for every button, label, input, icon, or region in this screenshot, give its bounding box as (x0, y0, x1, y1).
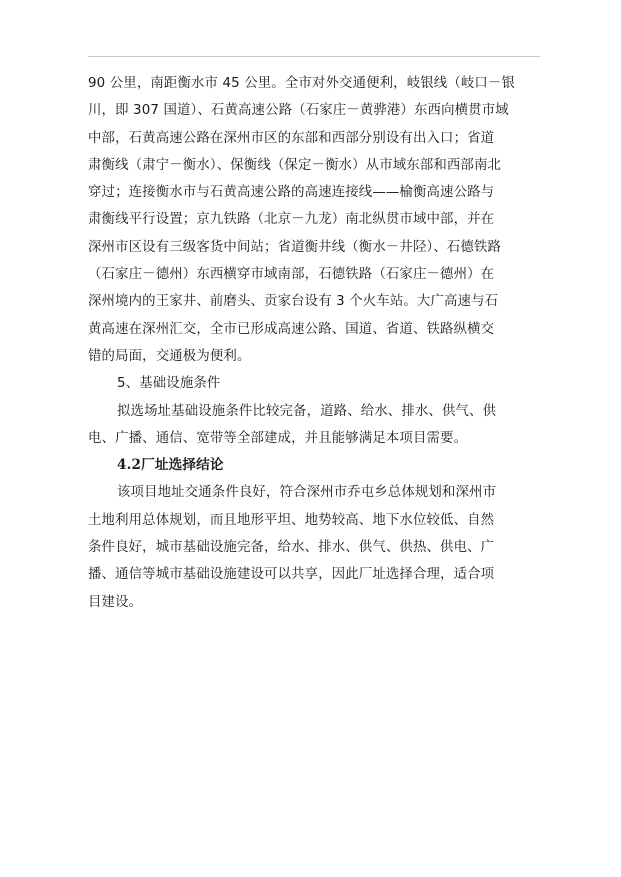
text-line: 目建设。 (88, 594, 143, 610)
paragraph-infrastructure (88, 398, 540, 453)
text-line: 川，即 307 国道）、石黄高速公路（石家庄－黄骅港）东西向横贯市域 (88, 103, 509, 119)
header-rule (88, 56, 540, 57)
text-line: 90 公里，南距衡水市 45 公里。全市对外交通便利，岐银线（岐口－银 (88, 76, 516, 91)
text-line: 条件良好，城市基础设施完备，给水、排水、供气、供热、供电、广 (88, 540, 495, 556)
paragraph-transport (88, 70, 540, 370)
text-line: 深州境内的王家井、前磨头、贡家台设有 3 个火车站。大广高速与石 (88, 294, 499, 310)
text-line: 中部，石黄高速公路在深州市区的东部和西部分别设有出入口；省道 (88, 130, 495, 146)
text-line: 拟选场址基础设施条件比较完备，道路、给水、排水、供气、供 (117, 403, 497, 419)
text-line: 穿过；连接衡水市与石黄高速公路的高速连接线——榆衡高速公路与 (88, 185, 495, 201)
text-line: 肃衡线（肃宁－衡水）、保衡线（保定－衡水）从市域东部和西部南北 (88, 157, 502, 173)
text-line: 错的局面，交通极为便利。 (88, 348, 251, 364)
section-heading: 4.2厂址选择结论 (117, 457, 224, 474)
text-line: 黄高速在深州汇交，全市已形成高速公路、国道、省道、铁路纵横交 (88, 321, 495, 337)
text-line: 该项目地址交通条件良好，符合深州市乔屯乡总体规划和深州市 (117, 485, 497, 501)
text-line: 深州市区设有三级客货中间站；省道衡井线（衡水－井陉）、石德铁路 (88, 239, 502, 255)
text-line: 播、通信等城市基础设施建设可以共享，因此厂址选择合理，适合项 (88, 567, 495, 583)
paragraph-conclusion (88, 479, 540, 615)
text-line: （石家庄－德州）东西横穿市域南部，石德铁路（石家庄－德州）在 (88, 267, 495, 283)
page-body (88, 70, 540, 616)
text-line: 土地利用总体规划，而且地形平坦、地势较高、地下水位较低、自然 (88, 512, 495, 528)
subsection-title: 5、基础设施条件 (117, 376, 221, 392)
text-line: 电、广播、通信、宽带等全部建成，并且能够满足本项目需要。 (88, 430, 468, 446)
text-line: 肃衡线平行设置；京九铁路（北京－九龙）南北纵贯市域中部，并在 (88, 212, 495, 228)
